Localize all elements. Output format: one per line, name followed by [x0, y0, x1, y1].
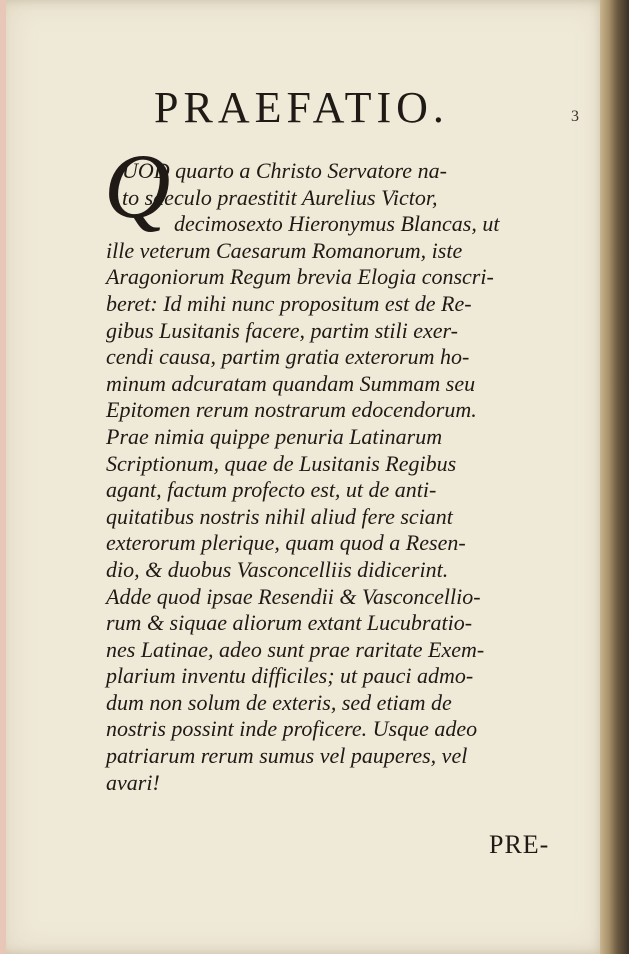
text-line: beret: Id mihi nunc propositum est de Re-	[106, 290, 472, 316]
text-line: nes Latinae, adeo sunt prae raritate Exem-	[106, 636, 485, 662]
catchword: PRE-	[489, 830, 550, 859]
text-line: quitatibus nostris nihil aliud fere sciant	[106, 503, 453, 529]
page-title: PRAEFATIO.	[154, 83, 449, 132]
text-line: dio, & duobus Vasconcelliis didicerint.	[106, 556, 449, 582]
text-line: Epitomen rerum nostrarum edocendorum.	[106, 397, 477, 423]
text-line: Adde quod ipsae Resendii & Vasconcellio-	[106, 583, 481, 609]
text-line: gibus Lusitanis facere, partim stili exer-	[106, 317, 458, 343]
text-line: plarium inventu difficiles; ut pauci admo-	[106, 663, 474, 689]
text-line: exterorum plerique, quam quod a Resen-	[106, 530, 466, 556]
drop-cap: Q	[104, 135, 171, 237]
text-line: minum adcuratam quandam Summam seu	[106, 370, 476, 396]
preface-body	[106, 158, 592, 796]
text-line: to saeculo praestitit Aurelius Victor,	[122, 184, 438, 210]
text-line: Aragoniorum Regum brevia Elogia conscri-	[106, 264, 494, 290]
text-line: agant, factum profecto est, ut de anti-	[106, 477, 437, 503]
book-edge	[600, 0, 629, 954]
text-line: patriarum rerum sumus vel pauperes, vel	[106, 743, 468, 769]
text-line: decimosexto Hieronymus Blancas, ut	[174, 211, 500, 237]
text-line: cendi causa, partim gratia exterorum ho-	[106, 344, 470, 370]
text-line: UOD quarto a Christo Servatore na-	[122, 158, 447, 183]
text-line: ille veterum Caesarum Romanorum, iste	[106, 237, 463, 263]
text-line: rum & siquae aliorum extant Lucubratio-	[106, 610, 473, 636]
text-line: avari!	[106, 769, 160, 795]
text-line: dum non solum de exteris, sed etiam de	[106, 689, 452, 715]
text-line: Scriptionum, quae de Lusitanis Regibus	[106, 450, 457, 476]
text-line: nostris possint inde proficere. Usque adeo	[106, 716, 478, 742]
margin-mark: 3	[571, 108, 579, 125]
text-line: Prae nimia quippe penuria Latinarum	[106, 423, 443, 449]
